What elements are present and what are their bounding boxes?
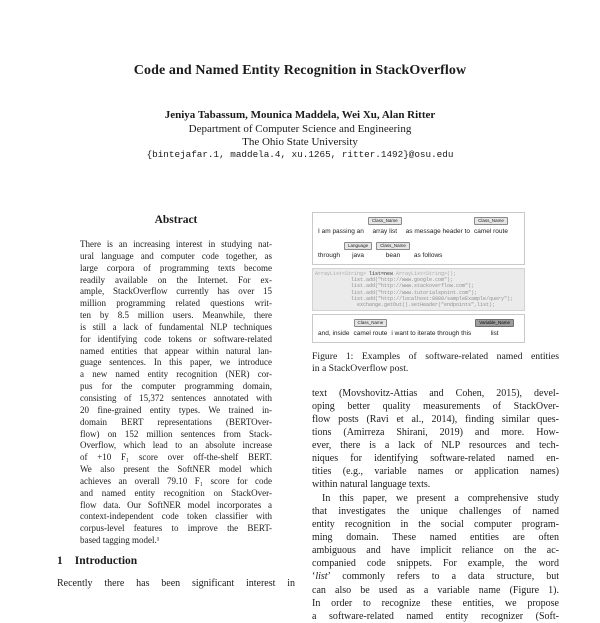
entity-tag-variable_name: Variable_Name (475, 319, 514, 327)
text-line: of +10 F₁ score over off-the-shelf BERT. (80, 452, 272, 464)
code-variable-token: list=new (369, 271, 393, 277)
text-line: based tagging model.¹ (80, 535, 272, 547)
text-line: tions (Amirreza Shirani, 2019) and more. How- (312, 426, 559, 439)
text-line: corpus-level features to improve the BERT- (80, 523, 272, 535)
entity-tag-class_name: Class_Name (368, 217, 402, 225)
text-line: a software-related named entity recognizer (Soft- (312, 610, 559, 623)
text-line: ever, there is a lack of NLP resources and tech- (312, 439, 559, 452)
authors-line: Jeniya Tabassum, Mounica Maddela, Wei Xu, Alan Ritter (0, 109, 600, 121)
text-line: ten by 8.5 million users. Meanwhile, there (80, 310, 272, 322)
code-line: list.add("http://www.tutorialspoint.com"); (315, 290, 522, 296)
italic-text: list (315, 571, 327, 582)
code-type-token: ArrayList<String>(); (393, 271, 456, 277)
text-line: named entities that appear within natural lan- (80, 346, 272, 358)
text-line: text (Movshovitz-Attias and Cohen, 2015), devel- (312, 387, 559, 400)
plain-token (318, 251, 340, 260)
token-text: java (352, 251, 364, 260)
code-line: list.add("http://localhost:8080/sampleExample/query"); (315, 296, 522, 302)
text-line: We also present the SoftNER model which (80, 464, 272, 476)
text-line: ming domain. These named entities are often (312, 531, 559, 544)
token-text: camel route (474, 227, 508, 236)
text-line: can also be used as a variable name (Figure 1). (312, 584, 559, 597)
text-line: for identifying code tokens or software-related (80, 334, 272, 346)
text-line: in a StackOverflow post. (312, 363, 559, 375)
text-line: million programming related questions writ- (80, 298, 272, 310)
text-line (312, 570, 559, 583)
annotated-sentence-line (317, 318, 520, 339)
text-line: Overflow, which lead to an absolute increase (80, 440, 272, 452)
text-line: ample, StackOverflow currently has over 15 (80, 286, 272, 298)
entity-token (344, 242, 372, 261)
affiliation-university: The Ohio State University (0, 136, 600, 148)
text-line: oping better quality measurements of StackOver- (312, 400, 559, 413)
entity-token (353, 319, 387, 338)
code-lines (315, 277, 522, 308)
text-line: tities (e.g., variable names or application names) (312, 465, 559, 478)
token-text: and, inside (318, 329, 349, 338)
token-text: bean (386, 251, 400, 260)
figure-sentence-box-1 (312, 212, 525, 265)
plain-token (318, 227, 364, 236)
entity-token (475, 319, 514, 338)
introduction-body (57, 577, 295, 590)
plain-token (406, 227, 470, 236)
token-text: array list (372, 227, 397, 236)
entity-token (474, 217, 508, 236)
token-text: as message header to (406, 227, 470, 236)
left-column (57, 214, 295, 590)
token-text: i want to iterate through this (391, 329, 471, 338)
text-line: ural language and computer code together, as (80, 251, 272, 263)
text-line: achieves an overall 79.10 F₁ score for code (80, 476, 272, 488)
code-line: list.add("http://www.stackoverflow.com"); (315, 283, 522, 289)
token-text: as follows (414, 251, 443, 260)
right-column (312, 212, 559, 623)
entity-tag-class_name: Class_Name (376, 242, 410, 250)
text-line: ambiguous and have implicit reliance on the ac- (312, 544, 559, 557)
text-line: niques for identifying software-related named en- (312, 452, 559, 465)
text-line: flow posts (Ravi et al., 2014), finding similar ques- (312, 413, 559, 426)
section-heading-introduction (57, 555, 295, 568)
plain-token (414, 251, 443, 260)
author-emails: {bintejafar.1, maddela.4, xu.1265, ritter.1492}@osu.edu (0, 149, 600, 160)
text-line: 20 fine-grained entity types. We trained in- (80, 405, 272, 417)
entity-token (368, 217, 402, 236)
text-line: pus for the computer programming domain, (80, 381, 272, 393)
text-line: There is an increasing interest in studying nat- (80, 239, 272, 251)
section-title: Introduction (75, 555, 137, 567)
plain-token (391, 329, 471, 338)
text-line: and named entity recognition on StackOver- (80, 488, 272, 500)
token-text: camel route (353, 329, 387, 338)
annotated-sentence-line (317, 216, 520, 237)
plain-text: ’ commonly refers to a data structure, but (328, 571, 559, 582)
text-line: is still a lack of fundamental NLP techniques (80, 322, 272, 334)
entity-token (376, 242, 410, 261)
text-line: a new named entity recognition (NER) cor- (80, 369, 272, 381)
text-line: In this paper, we present a comprehensive study (312, 492, 559, 505)
figure-caption (312, 351, 559, 376)
text-line: flow) on 152 million sentences from Stack- (80, 429, 272, 441)
plain-text: ‘ (312, 571, 315, 582)
affiliation-department: Department of Computer Science and Engineering (0, 123, 600, 135)
token-text: I am passing an (318, 227, 364, 236)
text-line: guage sentences. In this paper, we introduce (80, 357, 272, 369)
figure-code-snippet (312, 268, 525, 311)
text-line: companied code snippets. For example, the word (312, 557, 559, 570)
figure-1 (312, 212, 525, 343)
entity-tag-language: Language (344, 242, 372, 250)
text-line: Recently there has been significant interest in (57, 577, 295, 590)
text-line: within natural language texts. (312, 478, 559, 491)
plain-token (318, 329, 349, 338)
annotated-sentence-line (317, 241, 520, 262)
text-line: Figure 1: Examples of software-related named entities (312, 351, 559, 363)
code-line: list.add("http://www.google.com"); (315, 277, 522, 283)
code-type-token: ArrayList<String> (315, 271, 369, 277)
figure-sentence-box-2 (312, 314, 525, 343)
section-number: 1 (57, 555, 63, 568)
text-line: context-independent code token classifier with (80, 511, 272, 523)
abstract-heading: Abstract (57, 214, 295, 227)
right-column-body-text (312, 387, 559, 623)
text-line: that investigates the unique challenges of named (312, 505, 559, 518)
text-line: readily available on the Internet. For ex- (80, 275, 272, 287)
token-text: through (318, 251, 340, 260)
text-line: consisting of 15,372 sentences annotated with (80, 393, 272, 405)
entity-tag-class_name: Class_Name (474, 217, 508, 225)
text-line: large corpora of programming texts become (80, 263, 272, 275)
text-line: domain BERT representations (BERTOver- (80, 417, 272, 429)
entity-tag-class_name: Class_Name (354, 319, 388, 327)
code-line: exchange.getOut().setHeader("endpoints",list); (315, 302, 522, 308)
token-text: list (491, 329, 499, 338)
text-line: flow data. Our SoftNER model incorporates a (80, 500, 272, 512)
abstract-body (80, 239, 272, 547)
text-line: entity recognition in the social computer program- (312, 518, 559, 531)
page-title: Code and Named Entity Recognition in StackOverflow (0, 63, 600, 79)
text-line: In order to recognize these entities, we propose (312, 597, 559, 610)
